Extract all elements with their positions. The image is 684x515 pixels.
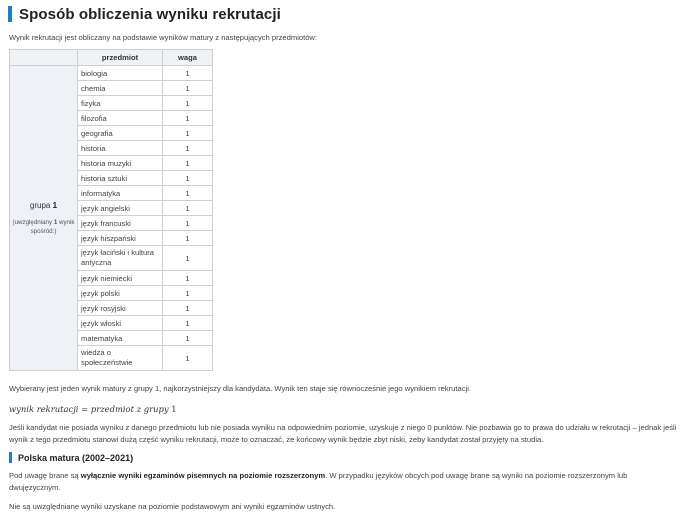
table-header-row	[10, 50, 213, 66]
weight-cell: 1	[163, 246, 213, 271]
weight-cell: 1	[163, 231, 213, 246]
weight-cell: 1	[163, 81, 213, 96]
subject-cell: wiedza o społeczeństwie	[78, 346, 163, 371]
weight-cell: 1	[163, 301, 213, 316]
selection-paragraph: Wybierany jest jeden wynik matury z grupy 1, najkorzystniejszy dla kandydata. Wynik ten staje się równocześnie jego wynikiem rekrutacji.	[9, 384, 472, 393]
header-group	[10, 50, 78, 66]
formula-rhs: przedmiot z grupy	[90, 404, 169, 414]
page-title: Sposób obliczenia wyniku rekrutacji	[19, 5, 281, 23]
rules-text-after: . W przypadku języków obcych pod uwagę brane są wyniki na poziomie rozszerzonym lub dwujęzycznym.	[9, 471, 628, 492]
subjects-table	[9, 49, 213, 371]
subject-cell: język łaciński i kultura antyczna	[78, 246, 163, 271]
formula-eq: =	[81, 404, 89, 414]
weight-cell: 1	[163, 201, 213, 216]
subject-cell: filozofia	[78, 111, 163, 126]
weight-cell: 1	[163, 96, 213, 111]
weight-cell: 1	[163, 171, 213, 186]
weight-cell: 1	[163, 216, 213, 231]
table-row	[10, 66, 213, 81]
subject-cell: język hiszpański	[78, 231, 163, 246]
weight-cell: 1	[163, 66, 213, 81]
formula-index: 1	[171, 404, 177, 414]
weight-cell: 1	[163, 186, 213, 201]
subject-cell: historia muzyki	[78, 156, 163, 171]
subject-cell: matematyka	[78, 331, 163, 346]
header-subject: przedmiot	[78, 50, 163, 66]
subject-cell: historia	[78, 141, 163, 156]
rules-text-bold: wyłącznie wyniki egzaminów pisemnych na poziomie rozszerzonym	[80, 471, 326, 480]
subject-cell: chemia	[78, 81, 163, 96]
group-note-count: 1	[53, 218, 58, 226]
rules-text-before: Pod uwagę brane są	[9, 471, 81, 480]
heading-accent-bar	[8, 6, 12, 22]
weight-cell: 1	[163, 331, 213, 346]
group-note-suffix: wynik spośród:)	[30, 218, 75, 235]
missing-result-paragraph: Jeśli kandydat nie posiada wyniku z danego przedmiotu lub nie posiada wyniku na odpowiednim poziomie, uzyskuje z niego 0 punktów. Nie pozbawia go to prawa do udziału w rekrutacji – jednak jeśli wynik z tego przedmiotu stanowi dużą część wyniku rekrutacji, może to oznaczać, że końcowy wynik będzie zbyt niski, żeby kandydat został przyjęty na studia.	[9, 423, 677, 444]
subject-cell: język angielski	[78, 201, 163, 216]
subject-cell: język włoski	[78, 316, 163, 331]
weight-cell: 1	[163, 271, 213, 286]
group-label: grupa	[29, 200, 51, 210]
subject-cell: język rosyjski	[78, 301, 163, 316]
group-title	[10, 201, 77, 210]
subject-cell: język polski	[78, 286, 163, 301]
matura-rules-paragraph	[9, 470, 669, 494]
subject-cell: informatyka	[78, 186, 163, 201]
section-title: Polska matura (2002–2021)	[18, 452, 134, 463]
weight-cell: 1	[163, 286, 213, 301]
weight-cell: 1	[163, 316, 213, 331]
group-note-prefix: (uwzględniany	[12, 218, 53, 226]
subject-cell: historia sztuki	[78, 171, 163, 186]
group-cell	[10, 66, 78, 371]
subject-cell: język francuski	[78, 216, 163, 231]
header-weight: waga	[163, 50, 213, 66]
weight-cell: 1	[163, 141, 213, 156]
subject-cell: fizyka	[78, 96, 163, 111]
excluded-results-paragraph: Nie są uwzględniane wyniki uzyskane na poziomie podstawowym ani wyniki egzaminów ustnych.	[9, 502, 336, 511]
subject-cell: geografia	[78, 126, 163, 141]
weight-cell: 1	[163, 346, 213, 371]
weight-cell: 1	[163, 156, 213, 171]
subject-cell: język niemiecki	[78, 271, 163, 286]
weight-cell: 1	[163, 126, 213, 141]
group-note	[10, 218, 77, 236]
formula	[9, 404, 177, 414]
weight-cell: 1	[163, 111, 213, 126]
group-number: 1	[52, 200, 58, 210]
section-heading	[9, 452, 133, 463]
page-heading	[8, 6, 281, 22]
formula-lhs: wynik rekrutacji	[9, 404, 79, 414]
subject-cell: biologia	[78, 66, 163, 81]
subjects-table-body	[10, 66, 213, 371]
intro-text: Wynik rekrutacji jest obliczany na podstawie wyników matury z następujących przedmiotów:	[9, 33, 318, 42]
section-accent-bar	[9, 452, 12, 463]
